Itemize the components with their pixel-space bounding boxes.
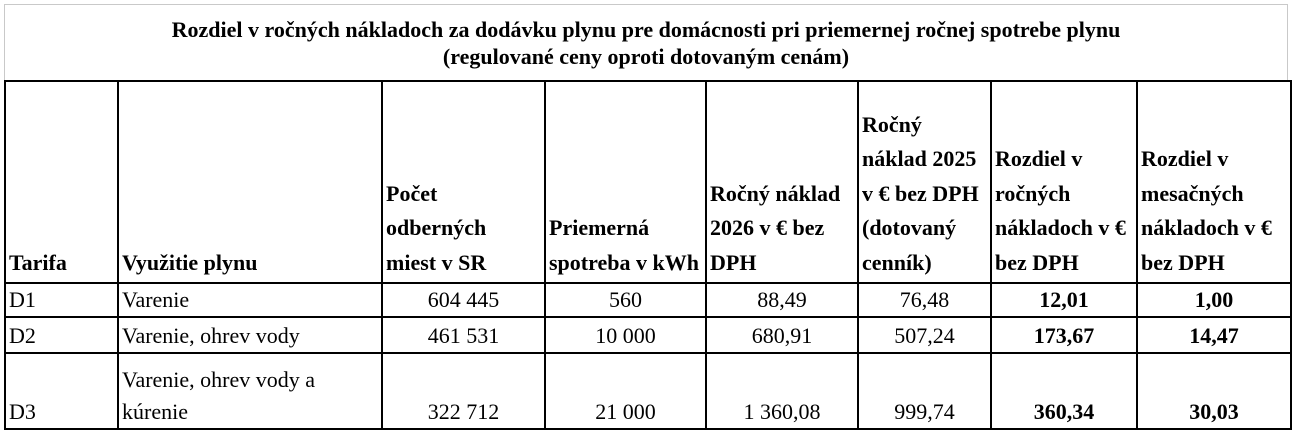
cell-rozdiel-rocny: 173,67 — [991, 317, 1137, 353]
table-row — [5, 317, 1291, 353]
cell-vyuzitie: Varenie — [118, 283, 382, 317]
table-title — [4, 4, 1288, 80]
cell-naklad-2025: 507,24 — [858, 317, 991, 353]
cell-naklad-2026: 88,49 — [706, 283, 858, 317]
title-line-1: Rozdiel v ročných nákladoch za dodávku plynu pre domácnosti pri priemernej ročnej spotrebe plynu — [171, 17, 1121, 42]
cell-naklad-2025: 76,48 — [858, 283, 991, 317]
header-spotreba: Priemerná spotreba v kWh — [545, 81, 706, 283]
cell-naklad-2025: 999,74 — [858, 353, 991, 429]
cell-pocet: 322 712 — [382, 353, 545, 429]
cell-tarifa: D3 — [5, 353, 118, 429]
header-rozdiel-mesacny: Rozdiel v mesačných nákladoch v € bez DPH — [1137, 81, 1291, 283]
cell-rozdiel-mesacny: 1,00 — [1137, 283, 1291, 317]
header-tarifa: Tarifa — [5, 81, 118, 283]
cell-rozdiel-mesacny: 14,47 — [1137, 317, 1291, 353]
table-row — [5, 283, 1291, 317]
gas-cost-table — [4, 80, 1292, 430]
header-rozdiel-rocny: Rozdiel v ročných nákladoch v € bez DPH — [991, 81, 1137, 283]
cell-vyuzitie: Varenie, ohrev vody a kúrenie — [118, 353, 382, 429]
cell-naklad-2026: 1 360,08 — [706, 353, 858, 429]
header-pocet: Počet odberných miest v SR — [382, 81, 545, 283]
cell-rozdiel-rocny: 12,01 — [991, 283, 1137, 317]
document — [4, 4, 1288, 430]
cell-tarifa: D2 — [5, 317, 118, 353]
cell-rozdiel-rocny: 360,34 — [991, 353, 1137, 429]
header-naklad-2026: Ročný náklad 2026 v € bez DPH — [706, 81, 858, 283]
cell-naklad-2026: 680,91 — [706, 317, 858, 353]
cell-vyuzitie: Varenie, ohrev vody — [118, 317, 382, 353]
header-vyuzitie: Využitie plynu — [118, 81, 382, 283]
cell-tarifa: D1 — [5, 283, 118, 317]
title-line-2: (regulované ceny oproti dotovaným cenám) — [442, 44, 850, 69]
header-naklad-2025: Ročný náklad 2025 v € bez DPH (dotovaný cenník) — [858, 81, 991, 283]
cell-spotreba: 21 000 — [545, 353, 706, 429]
table-row — [5, 353, 1291, 429]
cell-spotreba: 560 — [545, 283, 706, 317]
cell-spotreba: 10 000 — [545, 317, 706, 353]
cell-pocet: 461 531 — [382, 317, 545, 353]
cell-rozdiel-mesacny: 30,03 — [1137, 353, 1291, 429]
cell-pocet: 604 445 — [382, 283, 545, 317]
header-row — [5, 81, 1291, 283]
